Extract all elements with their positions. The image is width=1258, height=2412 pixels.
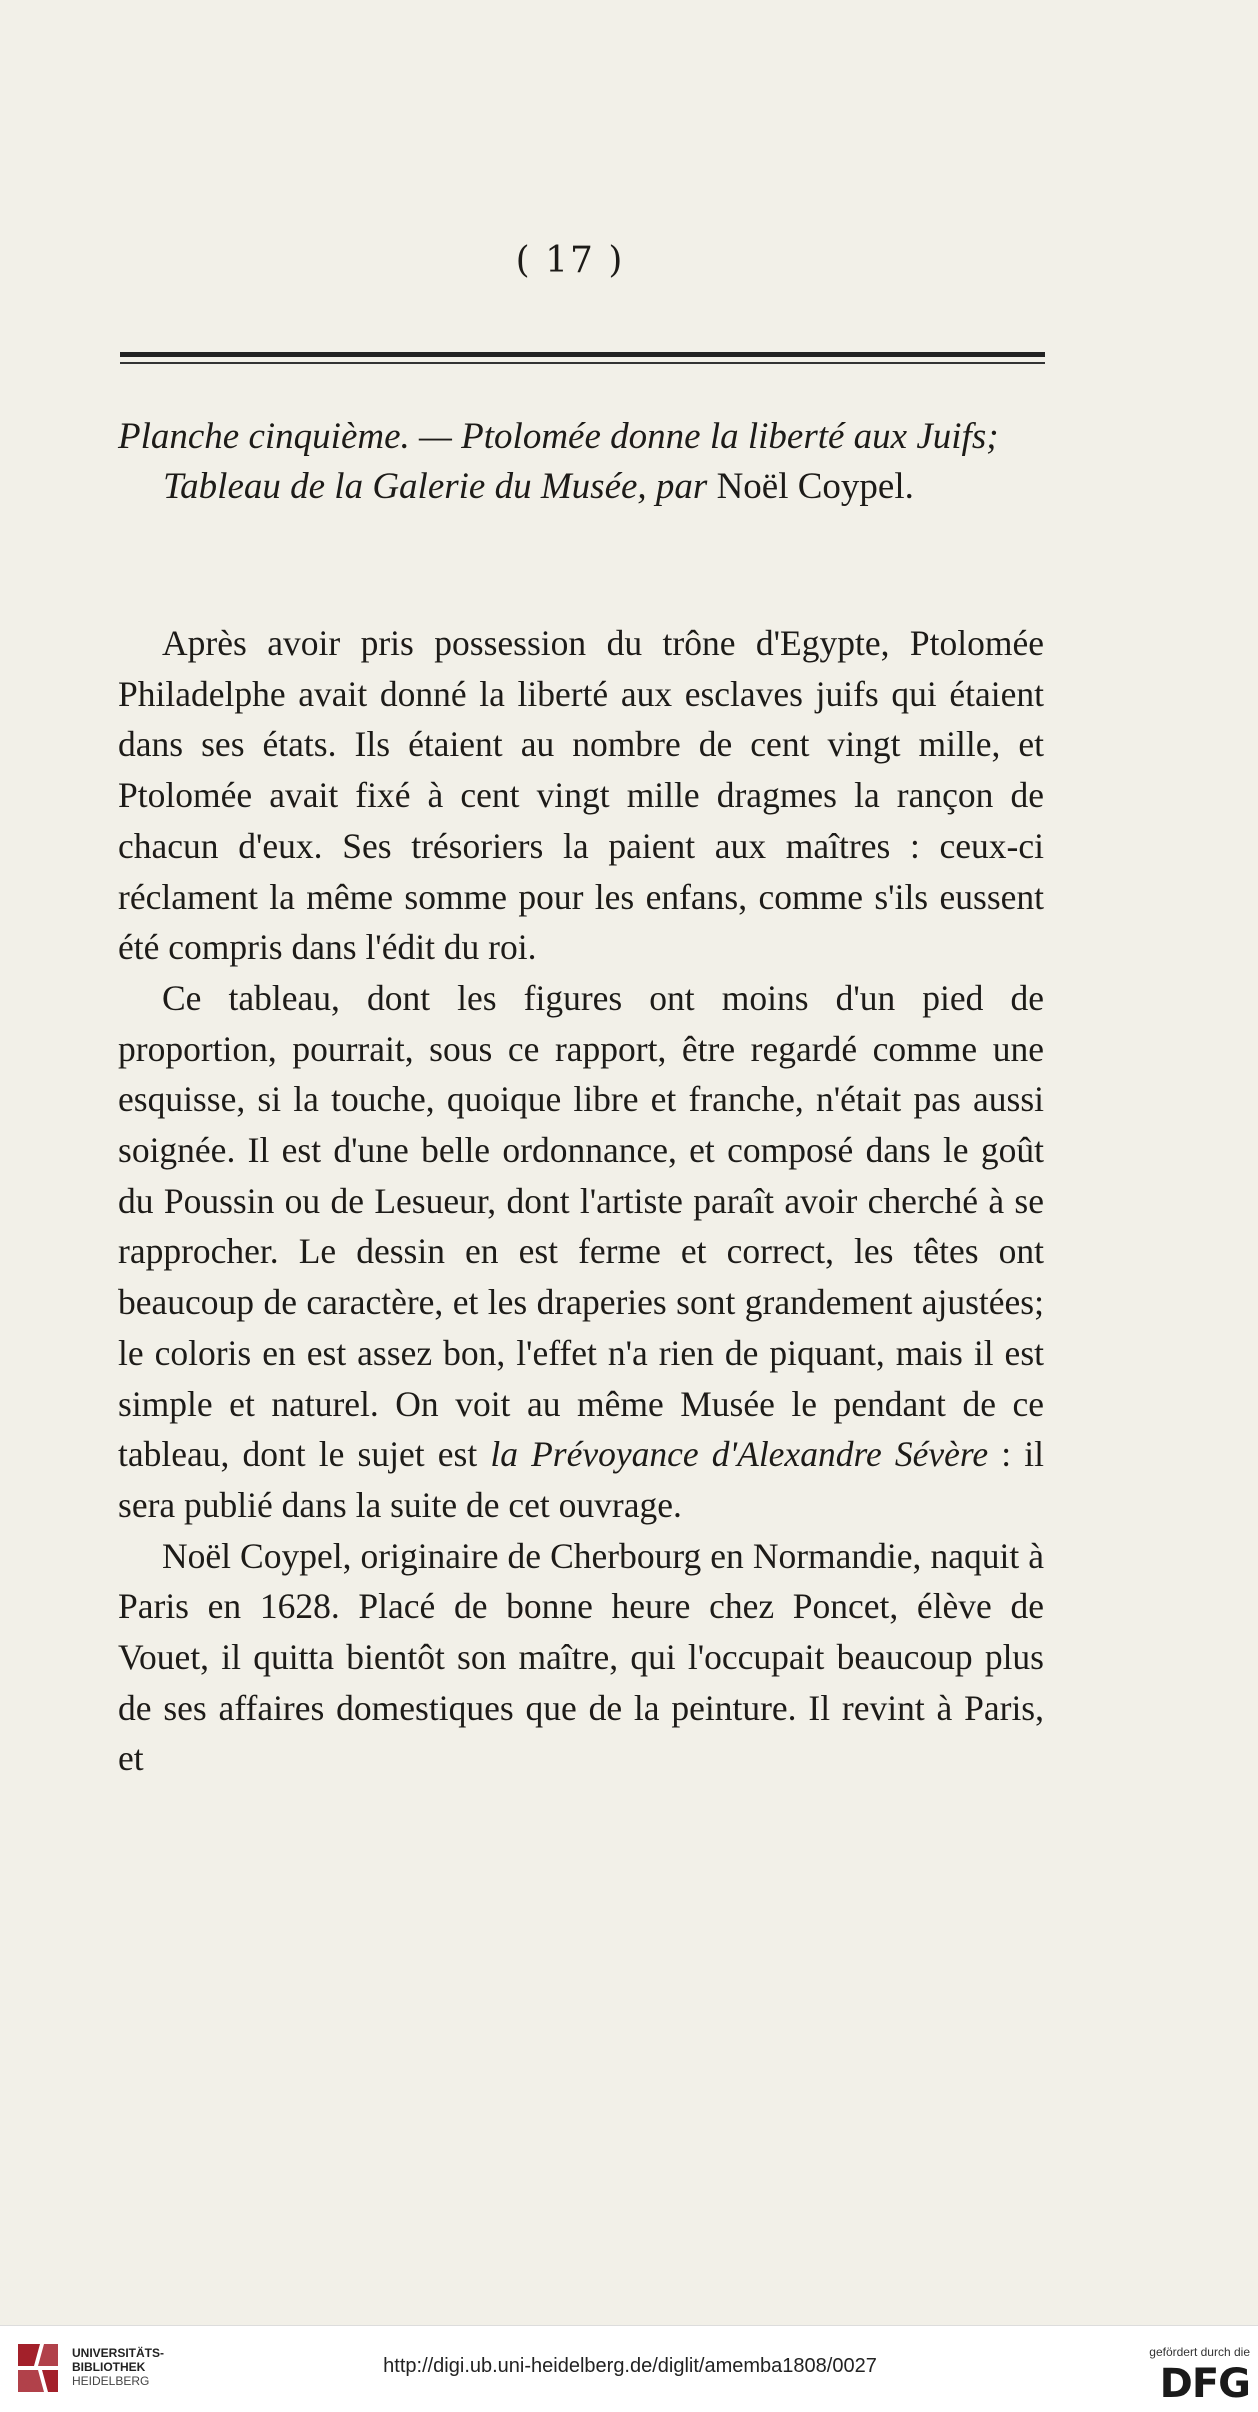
page-number: ( 17 ) xyxy=(515,240,625,281)
caption-italic: Planche cinquième. — Ptolomée donne la liberté aux Juifs; Tableau de la Galerie du Musée, par xyxy=(118,416,999,507)
paragraph-2-text-b: : il sera publié dans la suite de cet ouvrage. xyxy=(118,1434,1045,1525)
library-logo-text xyxy=(72,2346,164,2388)
paragraph-2-title: la Prévoyance d'Alexandre Sévère xyxy=(490,1434,989,1475)
header-rule-thick xyxy=(120,352,1045,357)
library-logo-icon xyxy=(14,2340,62,2396)
paragraph-2-text-a: Ce tableau, dont les figures ont moins d'un pied de proportion, pourrait, sous ce rapport, être regardé comme une esquisse, si la touche, quoique libre et franche, n'était pas aussi soignée. Il est d'une belle ordonnance, et composé dans le goût du Poussin ou de Lesueur, dont l'artiste paraît avoir cherché à se rapprocher. Le dessin en est ferme et correct, les têtes ont beaucoup de caractère, et les draperies sont grandement ajustées; le coloris en est assez bon, l'effet n'a rien de piquant, mais il est simple et naturel. On voit au même Musée le pendant de ce tableau, dont le sujet est xyxy=(118,977,1044,1475)
paragraph-2 xyxy=(118,973,1044,1531)
library-name-line3: HEIDELBERG xyxy=(72,2374,150,2388)
header-rule-thin xyxy=(120,362,1045,364)
dfg-logo: DFG xyxy=(1159,2361,1250,2407)
body-text xyxy=(118,618,1044,1784)
library-name-line2: BIBLIOTHEK xyxy=(72,2360,146,2374)
paragraph-1: Après avoir pris possession du trône d'Egypte, Ptolomée Philadelphe avait donné la liberté aux esclaves juifs qui étaient dans ses états. Ils étaient au nombre de cent vingt mille, et Ptolomée avait fixé à cent vingt mille dragmes la rançon de chacun d'eux. Ses trésoriers la paient aux maîtres : ceux-ci réclament la même somme pour les enfans, comme s'ils eussent été compris dans l'édit du roi. xyxy=(118,623,1044,968)
caption-painter: Noël Coypel. xyxy=(716,466,914,507)
permalink-url[interactable]: http://digi.ub.uni-heidelberg.de/diglit/amemba1808/0027 xyxy=(383,2355,877,2377)
funder-note: gefördert durch die xyxy=(1149,2345,1250,2359)
library-name-line1: UNIVERSITÄTS- xyxy=(72,2346,165,2360)
paragraph-3: Noël Coypel, originaire de Cherbourg en Normandie, naquit à Paris en 1628. Placé de bonne heure chez Poncet, élève de Vouet, il quitta bientôt son maître, qui l'occupait beaucoup plus de ses affaires domestiques que de la peinture. Il revint à Paris, et xyxy=(118,1535,1044,1779)
plate-caption xyxy=(118,412,1089,512)
